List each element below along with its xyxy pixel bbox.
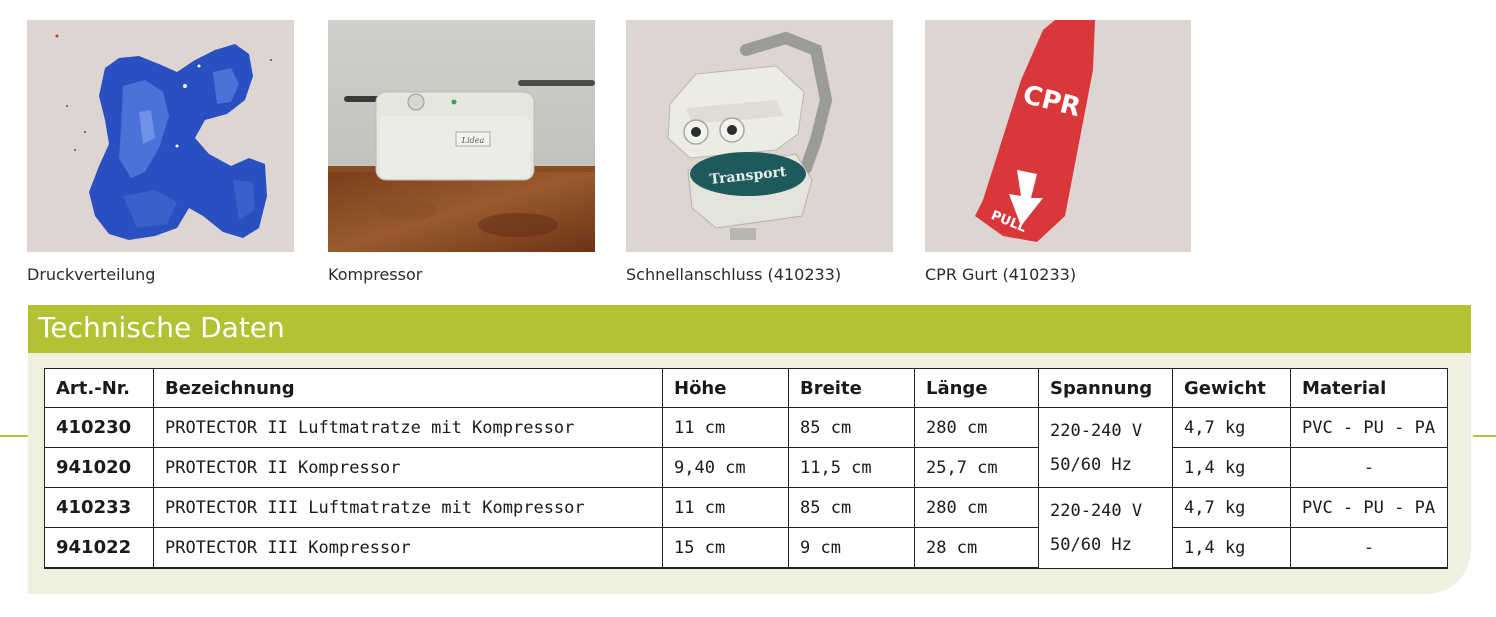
table-row [45, 408, 1448, 448]
technical-data-table [44, 368, 1448, 569]
section-title: Technische Daten [38, 311, 285, 344]
caption-druckverteilung: Druckverteilung [27, 265, 156, 284]
compressor-icon [328, 20, 595, 252]
frequency-value: 50/60 Hz [1050, 454, 1132, 475]
caption-schnellanschluss: Schnellanschluss (410233) [626, 265, 842, 284]
cell-laenge: 28 cm [915, 528, 1039, 569]
voltage-value: 220-240 V [1050, 420, 1143, 441]
cell-bezeichnung: PROTECTOR III Kompressor [154, 528, 663, 569]
cell-hoehe: 11 cm [663, 408, 789, 448]
left-accent-line [0, 435, 30, 437]
right-accent-line [1473, 435, 1496, 437]
cell-breite: 9 cm [789, 528, 915, 569]
header-spannung: Spannung [1039, 369, 1173, 408]
compressor-image [328, 20, 595, 252]
pressure-map-image [27, 20, 294, 252]
table-header-row [45, 369, 1448, 408]
svg-text:PULL: PULL [988, 208, 1029, 236]
quick-connector-image [626, 20, 893, 252]
cell-material: PVC - PU - PA [1291, 408, 1448, 448]
caption-cpr-gurt: CPR Gurt (410233) [925, 265, 1077, 284]
voltage-value: 220-240 V [1050, 500, 1143, 521]
cpr-strap-icon [925, 20, 1191, 252]
quick-connector-icon [626, 20, 893, 252]
cell-bezeichnung: PROTECTOR II Luftmatratze mit Kompressor [154, 408, 663, 448]
header-gewicht: Gewicht [1173, 369, 1291, 408]
cell-hoehe: 15 cm [663, 528, 789, 569]
header-art-nr: Art.-Nr. [45, 369, 154, 408]
header-bezeichnung: Bezeichnung [154, 369, 663, 408]
cell-laenge: 280 cm [915, 488, 1039, 528]
pressure-map-icon [27, 20, 294, 252]
cell-bezeichnung: PROTECTOR II Kompressor [154, 448, 663, 488]
cell-gewicht: 4,7 kg [1173, 488, 1291, 528]
cpr-strap-image [925, 20, 1191, 252]
section-header [28, 305, 1471, 353]
table-row [45, 448, 1448, 488]
svg-text:CPR: CPR [1019, 79, 1084, 124]
header-laenge: Länge [915, 369, 1039, 408]
cell-spannung [1039, 488, 1173, 569]
cell-material: - [1291, 448, 1448, 488]
cell-art-nr: 410233 [45, 488, 154, 528]
cell-material: PVC - PU - PA [1291, 488, 1448, 528]
header-hoehe: Höhe [663, 369, 789, 408]
cell-bezeichnung: PROTECTOR III Luftmatratze mit Kompressor [154, 488, 663, 528]
cell-gewicht: 1,4 kg [1173, 448, 1291, 488]
frequency-value: 50/60 Hz [1050, 534, 1132, 555]
cell-hoehe: 11 cm [663, 488, 789, 528]
svg-text:Transport: Transport [708, 164, 788, 188]
cell-breite: 11,5 cm [789, 448, 915, 488]
header-material: Material [1291, 369, 1448, 408]
cell-breite: 85 cm [789, 488, 915, 528]
svg-text:Lidea: Lidea [461, 136, 485, 145]
cell-art-nr: 941020 [45, 448, 154, 488]
cell-laenge: 25,7 cm [915, 448, 1039, 488]
cell-hoehe: 9,40 cm [663, 448, 789, 488]
cell-breite: 85 cm [789, 408, 915, 448]
cell-art-nr: 941022 [45, 528, 154, 569]
cell-laenge: 280 cm [915, 408, 1039, 448]
caption-kompressor: Kompressor [328, 265, 423, 284]
table-row [45, 528, 1448, 569]
cell-spannung [1039, 408, 1173, 488]
cell-art-nr: 410230 [45, 408, 154, 448]
table-row [45, 488, 1448, 528]
technical-data-panel [28, 305, 1471, 594]
cell-gewicht: 1,4 kg [1173, 528, 1291, 569]
header-breite: Breite [789, 369, 915, 408]
cell-material: - [1291, 528, 1448, 569]
cell-gewicht: 4,7 kg [1173, 408, 1291, 448]
